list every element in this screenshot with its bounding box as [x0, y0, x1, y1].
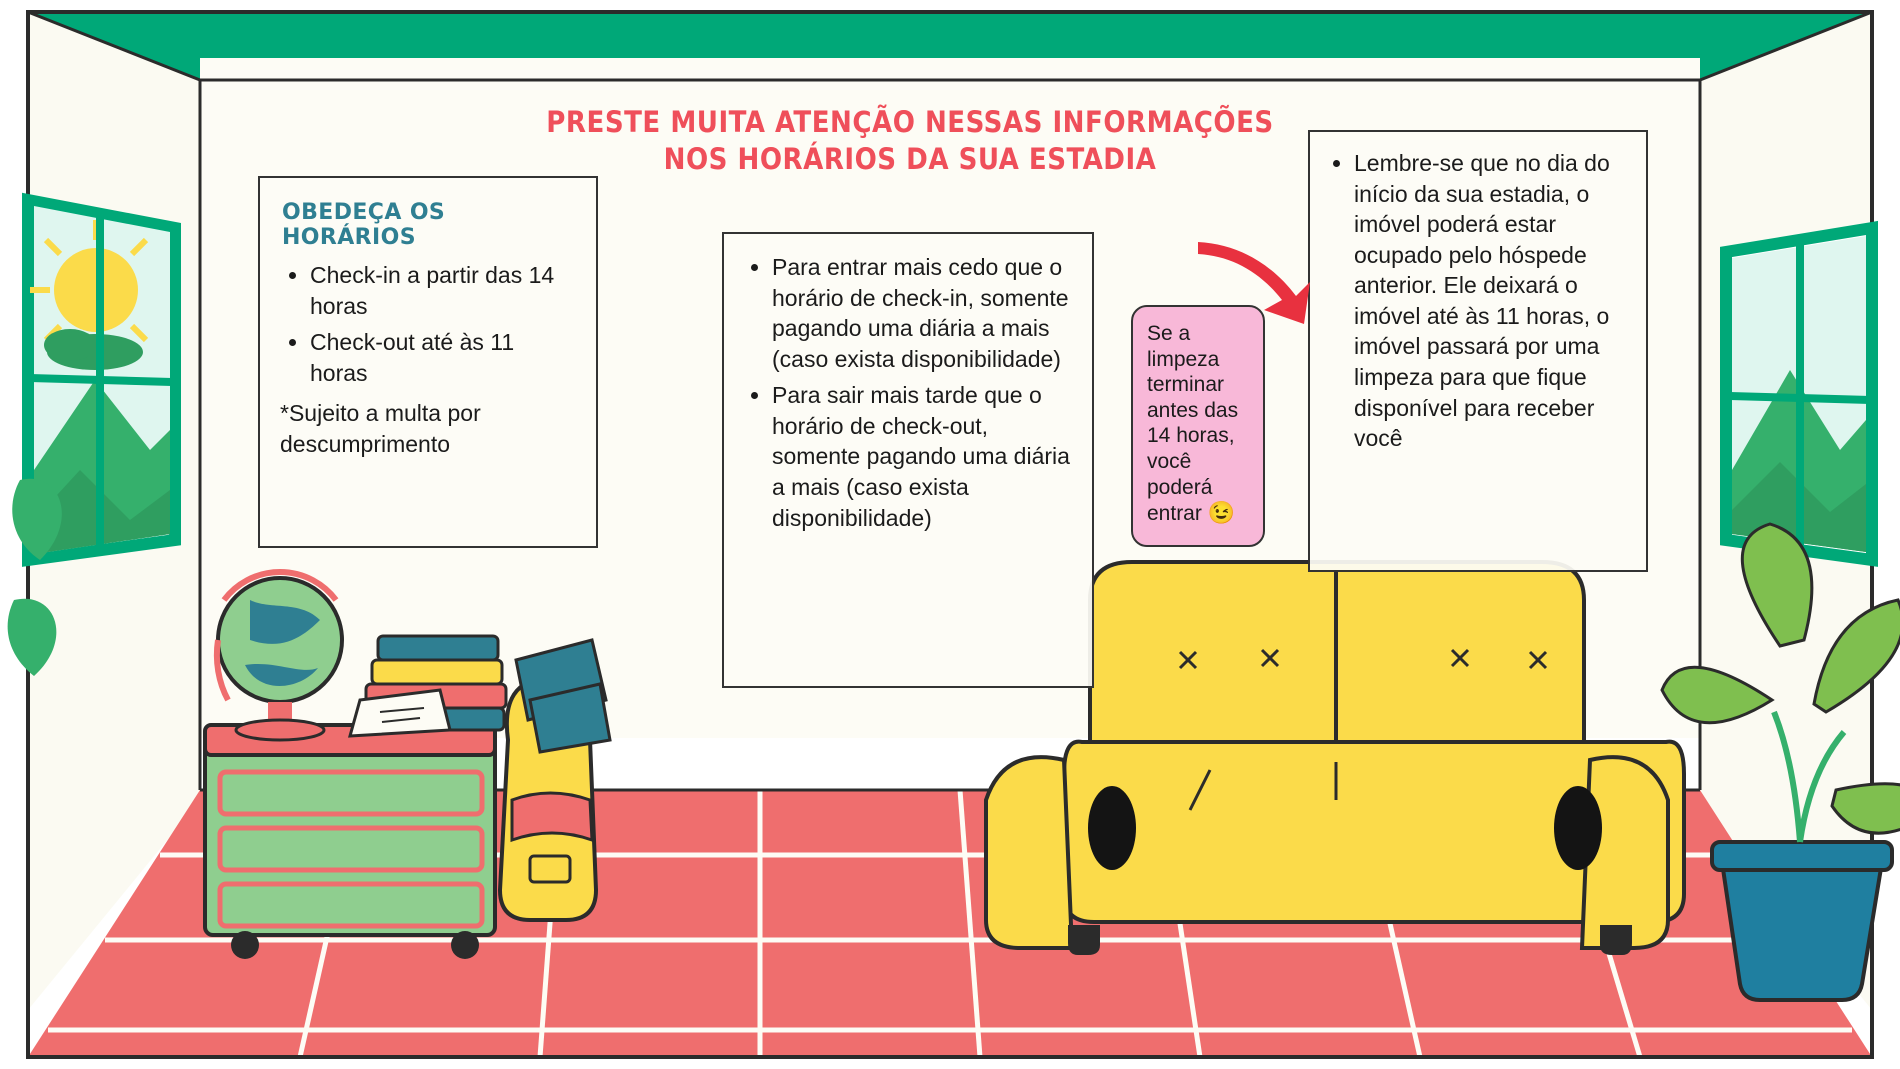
page-title — [520, 104, 1300, 178]
callout-cleaning — [1131, 305, 1265, 547]
card-previous-guest-list — [1324, 148, 1630, 454]
card-early-late — [722, 232, 1094, 688]
list-item: • Check-in a partir das 14 horas — [310, 260, 576, 321]
wink-emoji: 😉 — [1207, 500, 1236, 526]
card-schedule-heading: OBEDEÇA OS HORÁRIOS — [282, 200, 446, 250]
card-previous-guest — [1308, 130, 1648, 572]
callout-text: Se a limpeza terminar antes das 14 horas, você poderá entrar — [1147, 322, 1239, 526]
list-item: • Lembre-se que no dia do início da sua estadia, o imóvel poderá estar ocupado pelo hóspede anterior. Ele deixará o imóvel até às 11 horas, o imóvel passará por uma limpeza para que fique disponível para receber você — [1354, 148, 1630, 454]
title-line-1: PRESTE MUITA ATENÇÃO NESSAS INFORMAÇÕES — [546, 105, 1274, 139]
list-item: • Para entrar mais cedo que o horário de check-in, somente pagando uma diária a mais (caso exista disponibilidade) — [772, 252, 1074, 374]
list-item: • Para sair mais tarde que o horário de check-out, somente pagando uma diária a mais (caso exista disponibilidade) — [772, 380, 1074, 533]
card-schedule — [258, 176, 598, 548]
card-schedule-note: *Sujeito a multa por descumprimento — [280, 400, 481, 457]
right-window — [1726, 228, 1872, 560]
card-schedule-list — [280, 260, 576, 388]
list-item: • Check-out até às 11 horas — [310, 327, 576, 388]
arrow-icon — [1192, 238, 1322, 328]
title-line-2: NOS HORÁRIOS DA SUA ESTADIA — [663, 142, 1157, 177]
card-early-late-list — [742, 252, 1074, 533]
